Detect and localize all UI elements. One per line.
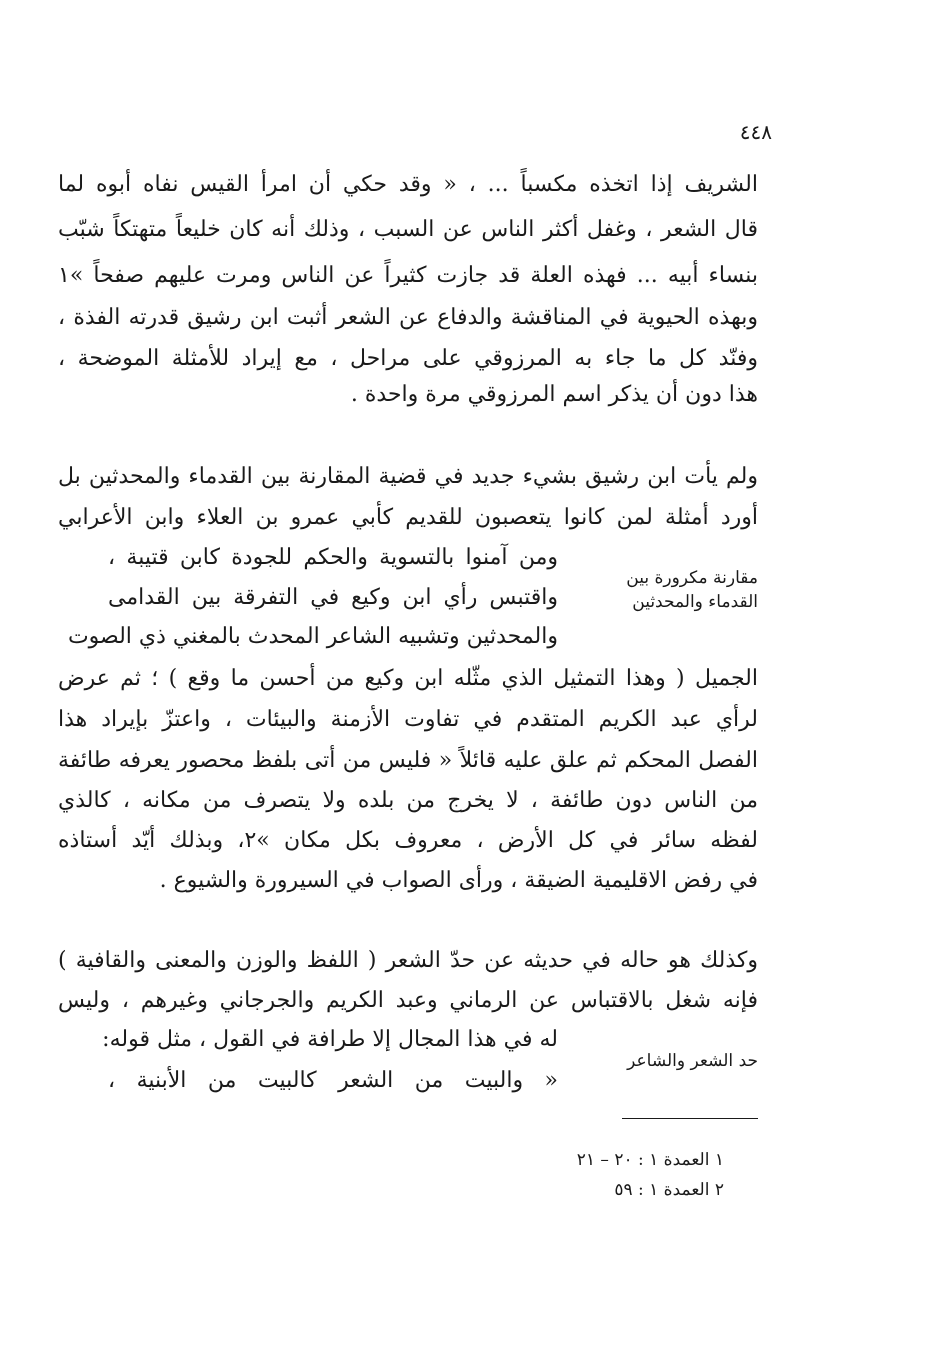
- text-line: له في هذا المجال إلا طرافة في القول ، مثل قوله:: [102, 1027, 558, 1052]
- text-line: والمحدثين وتشبيه الشاعر المحدث بالمغني ذي الصوت: [67, 624, 558, 649]
- marginal-note-line: مقارنة مكرورة بين: [626, 568, 758, 588]
- marginal-note-line: القدماء والمحدثين: [632, 592, 758, 612]
- text-line: « والبيت من الشعر كالبيت من الأبنية ،: [108, 1068, 558, 1093]
- text-line: ولم يأت ابن رشيق بشيء جديد في قضية المقارنة بين القدماء والمحدثين بل: [58, 464, 758, 489]
- text-line: وفنّد كل ما جاء به المرزوقي على مراحل ، مع إيراد للأمثلة الموضحة ،: [58, 346, 758, 371]
- text-line: وبهذه الحيوية في المناقشة والدفاع عن الشعر أثبت ابن رشيق قدرته الفذة ،: [58, 305, 758, 330]
- page-number: ٤٤٨: [739, 120, 772, 144]
- footnote: ٢ العمدة ١ : ٥٩: [614, 1180, 724, 1200]
- text-line: الشريف إذا اتخذه مكسباً ... ، « وقد حكي أن امرأ القيس نفاه أبوه لما: [58, 172, 758, 197]
- text-line: قال الشعر ، وغفل أكثر الناس عن السبب ، وذلك أنه كان خليعاً متهتكاً شبّب: [58, 217, 758, 242]
- text-line: لفظه سائر في كل الأرض ، معروف بكل مكان »٢، وبذلك أيّد أستاذه: [58, 828, 758, 853]
- text-line: في رفض الاقليمية الضيقة ، ورأى الصواب في السيرورة والشيوع .: [159, 868, 758, 893]
- text-line: واقتبس رأي ابن وكيع في التفرقة بين القدامى: [108, 585, 558, 610]
- marginal-note: [598, 566, 758, 614]
- footnote-divider: [622, 1118, 758, 1119]
- text-line: فإنه شغل بالاقتباس عن الرماني وعبد الكريم والجرجاني وغيرهم ، وليس: [58, 988, 758, 1013]
- text-line: من الناس دون طائفة ، لا يخرج من بلده ولا يتصرف من مكانه ، كالذي: [58, 788, 758, 813]
- text-line: وكذلك هو حاله في حديثه عن حدّ الشعر ( اللفظ والوزن والمعنى والقافية ): [58, 948, 758, 973]
- text-line: أورد أمثلة لمن كانوا يتعصبون للقديم كأبي عمرو بن العلاء وابن الأعرابي: [58, 505, 758, 530]
- text-line: بنساء أبيه ... فهذه العلة قد جازت كثيراً عن الناس ومرت عليهم صفحاً »١: [58, 263, 758, 288]
- text-line: لرأي عبد الكريم المتقدم في تفاوت الأزمنة والبيئات ، واعتزّ بإيراد هذا: [58, 707, 758, 732]
- text-line: هذا دون أن يذكر اسم المرزوقي مرة واحدة .: [350, 382, 758, 407]
- footnote: ١ العمدة ١ : ٢٠ – ٢١: [576, 1150, 724, 1170]
- text-line: ومن آمنوا بالتسوية والحكم للجودة كابن قتيبة ،: [108, 545, 558, 570]
- text-line: الفصل المحكم ثم علق عليه قائلاً « فليس من أتى بلفظ محصور يعرفه طائفة: [58, 748, 758, 773]
- text-line: الجميل ( وهذا التمثيل الذي مثّله ابن وكيع من أحسن ما وقع ) ؛ ثم عرض: [58, 666, 758, 691]
- marginal-note: حد الشعر والشاعر: [627, 1051, 758, 1071]
